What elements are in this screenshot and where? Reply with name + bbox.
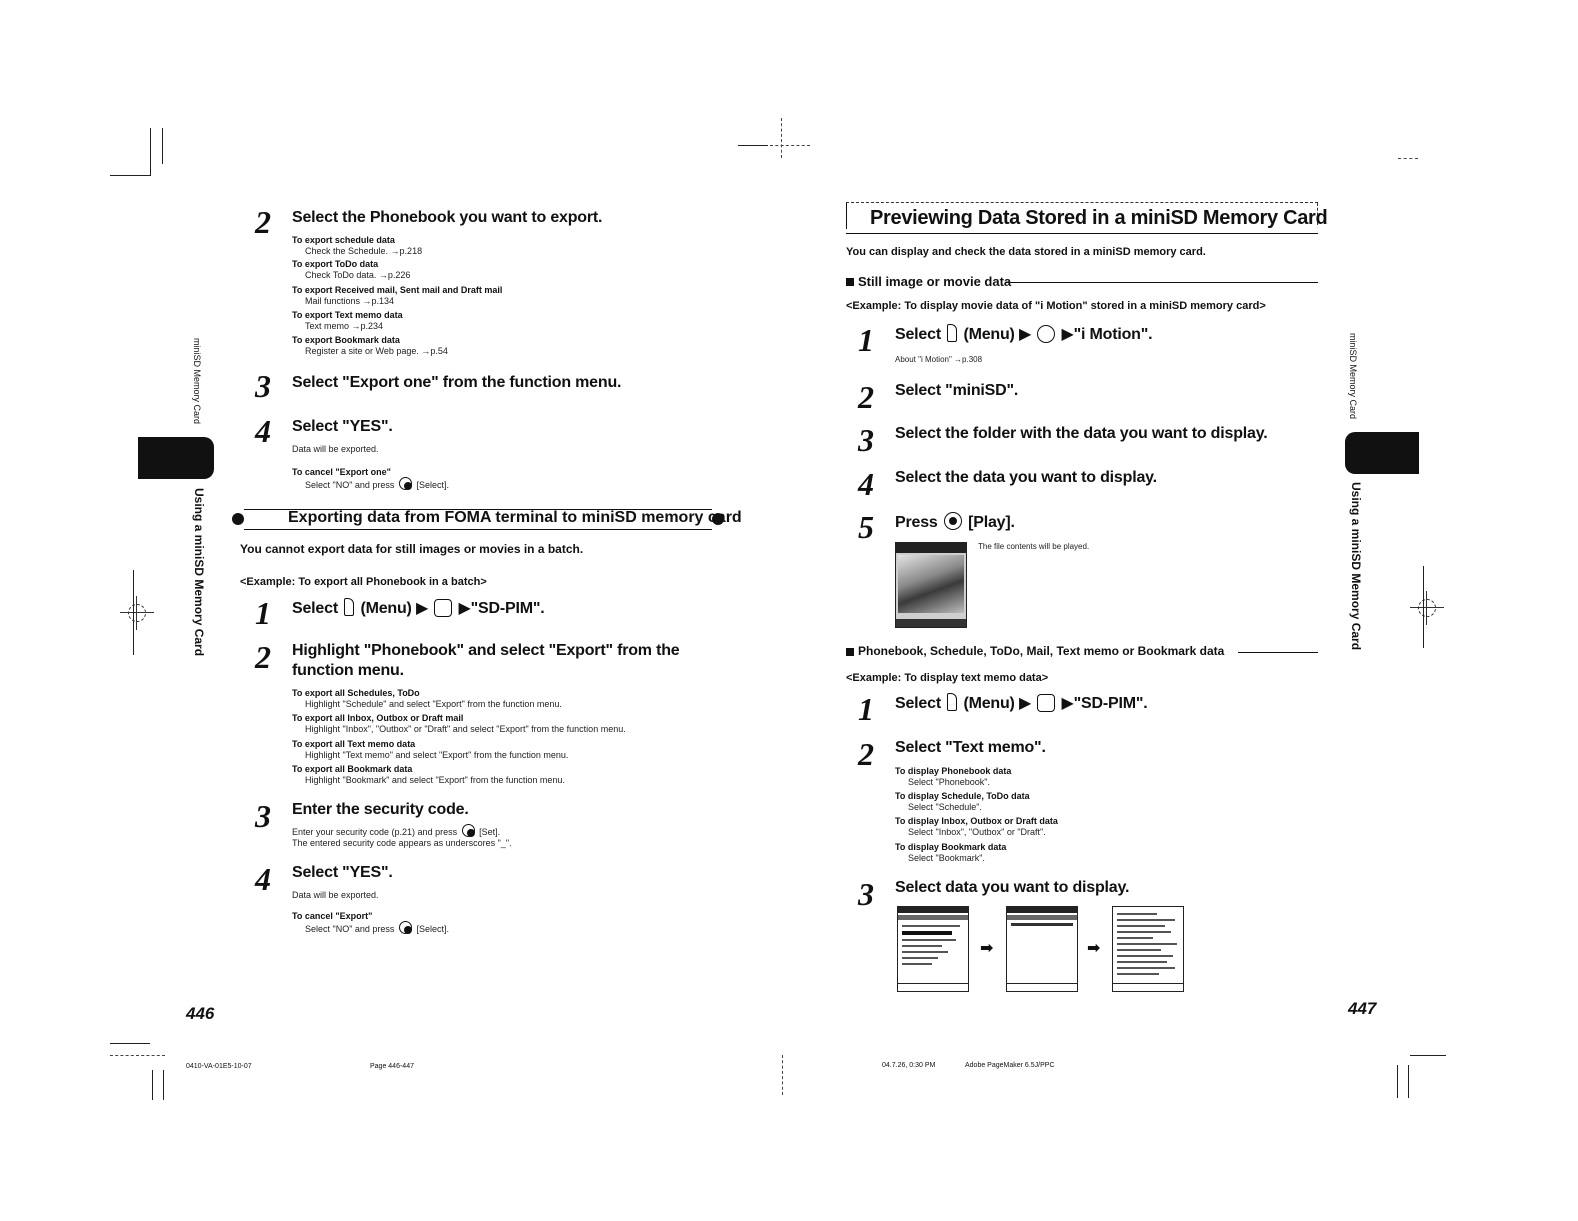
step-number: 5	[858, 509, 874, 545]
square-bullet-icon	[846, 278, 854, 286]
step-text: Select "Text memo".	[895, 739, 1046, 756]
page-number: 447	[1348, 999, 1377, 1018]
step-number: 3	[255, 798, 271, 834]
sub-heading: To export Bookmark data	[292, 335, 400, 345]
security-desc-end: [Set].	[479, 827, 501, 837]
phone-screen-list	[897, 906, 969, 992]
sub-text: Select "Schedule".	[908, 802, 982, 812]
sub-text: Select "Phonebook".	[908, 777, 990, 787]
step-description: Data will be exported.	[292, 890, 379, 900]
right-arrow-icon: ▶	[1018, 695, 1032, 712]
step-text-target: ▶"SD-PIM".	[458, 600, 545, 617]
left-sidebar-top-label: miniSD Memory Card	[192, 338, 202, 425]
left-sidebar-tab	[138, 437, 214, 479]
step-text-target: ▶"SD-PIM".	[1061, 695, 1148, 712]
title-box-left	[846, 203, 847, 229]
step-text-target: ▶"i Motion".	[1061, 326, 1153, 343]
sub-text: Text memo →p.234	[305, 321, 384, 331]
sd-pim-icon	[1037, 694, 1055, 712]
square-bullet-icon	[846, 648, 854, 656]
step-number: 3	[858, 422, 874, 458]
cancel-text-end: [Select].	[416, 924, 449, 934]
movie-screenshot	[895, 542, 967, 628]
sub-text: Check ToDo data. →p.226	[305, 270, 411, 280]
step-text-press: Press	[895, 514, 938, 531]
sub-heading: To cancel "Export"	[292, 911, 373, 921]
step-number: 3	[858, 876, 874, 912]
step-text: Select "miniSD".	[895, 382, 1019, 399]
step-text-select: Select	[895, 695, 941, 712]
step-number: 4	[255, 413, 271, 449]
step-text	[895, 512, 1015, 533]
sub-heading: To export all Text memo data	[292, 739, 416, 749]
right-arrow-icon: ➡	[980, 940, 994, 957]
sub-section-1-title: Still image or movie data	[858, 274, 1012, 289]
menu-key-icon	[344, 598, 354, 616]
cancel-text: Select "NO" and press	[305, 480, 395, 490]
step-number: 2	[255, 204, 271, 240]
section-title: Exporting data from FOMA terminal to miniSD memory card	[288, 509, 742, 526]
right-arrow-icon: ▶	[415, 600, 429, 617]
step-text-menu: (Menu)	[963, 326, 1015, 343]
step-number: 2	[858, 736, 874, 772]
sub-section-1-heading	[846, 274, 1318, 292]
sub-heading: To export Received mail, Sent mail and Draft mail	[292, 285, 503, 295]
sub-text: Select "Inbox", "Outbox" or "Draft".	[908, 827, 1046, 837]
step-text: Select data you want to display.	[895, 879, 1130, 896]
example-label: <Example: To export all Phonebook in a batch>	[240, 576, 487, 588]
step-text: Select the data you want to display.	[895, 469, 1157, 486]
step-description: The file contents will be played.	[978, 542, 1090, 551]
example-label: <Example: To display movie data of "i Motion" stored in a miniSD memory card>	[846, 300, 1266, 312]
phone-screen-folder	[1006, 906, 1078, 992]
sub-heading: To display Phonebook data	[895, 766, 1012, 776]
security-desc: Enter your security code (p.21) and press	[292, 827, 458, 837]
sub-heading: To display Inbox, Outbox or Draft data	[895, 816, 1058, 826]
step-number: 3	[255, 368, 271, 404]
step-text-menu: (Menu)	[360, 600, 412, 617]
cancel-text-end: [Select].	[416, 480, 449, 490]
sub-heading: To display Schedule, ToDo data	[895, 791, 1030, 801]
section-header	[232, 507, 742, 531]
step-description-2: The entered security code appears as underscores "_".	[292, 838, 512, 848]
sub-heading: To export all Inbox, Outbox or Draft mail	[292, 713, 464, 723]
step-text: Select "YES".	[292, 418, 393, 435]
phone-screen-memo	[1112, 906, 1184, 992]
left-sidebar-bottom-label: Using a miniSD Memory Card	[192, 488, 206, 657]
center-key-icon	[399, 477, 412, 490]
right-sidebar-top-label: miniSD Memory Card	[1348, 333, 1358, 420]
footer-right: Page 446-447	[370, 1063, 414, 1070]
footer-left: 04.7.26, 0:30 PM	[882, 1062, 936, 1069]
sub-text: Highlight "Bookmark" and select "Export" from the function menu.	[305, 775, 565, 785]
sub-heading: To cancel "Export one"	[292, 467, 391, 477]
step-text: Select the Phonebook you want to export.	[292, 209, 603, 226]
page-number: 446	[186, 1004, 215, 1023]
step-text	[895, 324, 1152, 345]
menu-key-icon	[947, 693, 957, 711]
section-bullet-left	[232, 513, 244, 525]
cancel-text: Select "NO" and press	[305, 924, 395, 934]
step-text: Enter the security code.	[292, 801, 469, 818]
step-text	[292, 598, 544, 619]
screenshot-footer	[896, 619, 966, 627]
step-description: About "i Motion" →p.308	[895, 355, 983, 364]
sub-heading: To export ToDo data	[292, 259, 379, 269]
footer-left: 0410-VA-01E5-10-07	[186, 1063, 252, 1070]
sub-section-2-heading	[846, 644, 1318, 662]
sub-section-2-title: Phonebook, Schedule, ToDo, Mail, Text memo or Bookmark data	[858, 644, 1225, 658]
step-text: Highlight "Phonebook" and select "Export" from the function menu.	[292, 642, 680, 679]
sub-text: Check the Schedule. →p.218	[305, 246, 423, 256]
title-box	[846, 202, 1328, 234]
sub-text: Highlight "Inbox", "Outbox" or "Draft" and select "Export" from the function menu.	[305, 724, 626, 734]
heading-rule	[1238, 652, 1318, 653]
step-text: Select "Export one" from the function menu.	[292, 374, 622, 391]
step-text	[895, 693, 1147, 714]
sub-heading: To display Bookmark data	[895, 842, 1007, 852]
step-text: Select "YES".	[292, 864, 393, 881]
sub-text: Register a site or Web page. →p.54	[305, 346, 448, 356]
step-number: 1	[255, 595, 271, 631]
right-sidebar-tab	[1345, 432, 1419, 474]
sub-heading: To export all Bookmark data	[292, 764, 413, 774]
right-arrow-icon: ▶	[1018, 326, 1032, 343]
heading-rule	[1006, 282, 1318, 283]
example-label: <Example: To display text memo data>	[846, 672, 1049, 684]
step-description	[292, 824, 500, 838]
center-key-icon	[944, 512, 962, 530]
step-text: Select the folder with the data you want to display.	[895, 425, 1268, 442]
sub-heading: To export Text memo data	[292, 310, 403, 320]
section-rule-bottom	[244, 529, 712, 530]
cancel-instruction	[305, 921, 449, 935]
i-motion-icon	[1037, 325, 1055, 343]
step-number: 2	[255, 639, 271, 675]
sub-text: Highlight "Text memo" and select "Export" from the function menu.	[305, 750, 569, 760]
center-key-icon	[462, 824, 475, 837]
step-text-menu: (Menu)	[963, 695, 1015, 712]
screenshot-image	[898, 555, 964, 613]
screenshot-header	[896, 543, 966, 553]
footer-right: Adobe PageMaker 6.5J/PPC	[965, 1062, 1055, 1069]
intro-text: You can display and check the data stored in a miniSD memory card.	[846, 246, 1206, 258]
sub-heading: To export all Schedules, ToDo	[292, 688, 420, 698]
right-sidebar-bottom-label: Using a miniSD Memory Card	[1349, 482, 1363, 651]
sub-text: Select "Bookmark".	[908, 853, 985, 863]
step-number: 2	[858, 379, 874, 415]
menu-key-icon	[947, 324, 957, 342]
step-number: 1	[858, 322, 874, 358]
center-key-icon	[399, 921, 412, 934]
cancel-instruction	[305, 477, 449, 491]
step-text-select: Select	[895, 326, 941, 343]
sub-heading: To export schedule data	[292, 235, 395, 245]
step-text-select: Select	[292, 600, 338, 617]
sub-text: Mail functions →p.134	[305, 296, 395, 306]
step-description: Data will be exported.	[292, 444, 379, 454]
right-arrow-icon: ➡	[1087, 940, 1101, 957]
step-text-play: [Play].	[968, 514, 1015, 531]
sub-text: Highlight "Schedule" and select "Export" from the function menu.	[305, 699, 562, 709]
step-number: 4	[858, 466, 874, 502]
step-number: 4	[255, 861, 271, 897]
sd-pim-icon	[434, 599, 452, 617]
section-intro: You cannot export data for still images or movies in a batch.	[240, 542, 584, 556]
page-title: Previewing Data Stored in a miniSD Memory Card	[870, 207, 1328, 229]
step-number: 1	[858, 691, 874, 727]
